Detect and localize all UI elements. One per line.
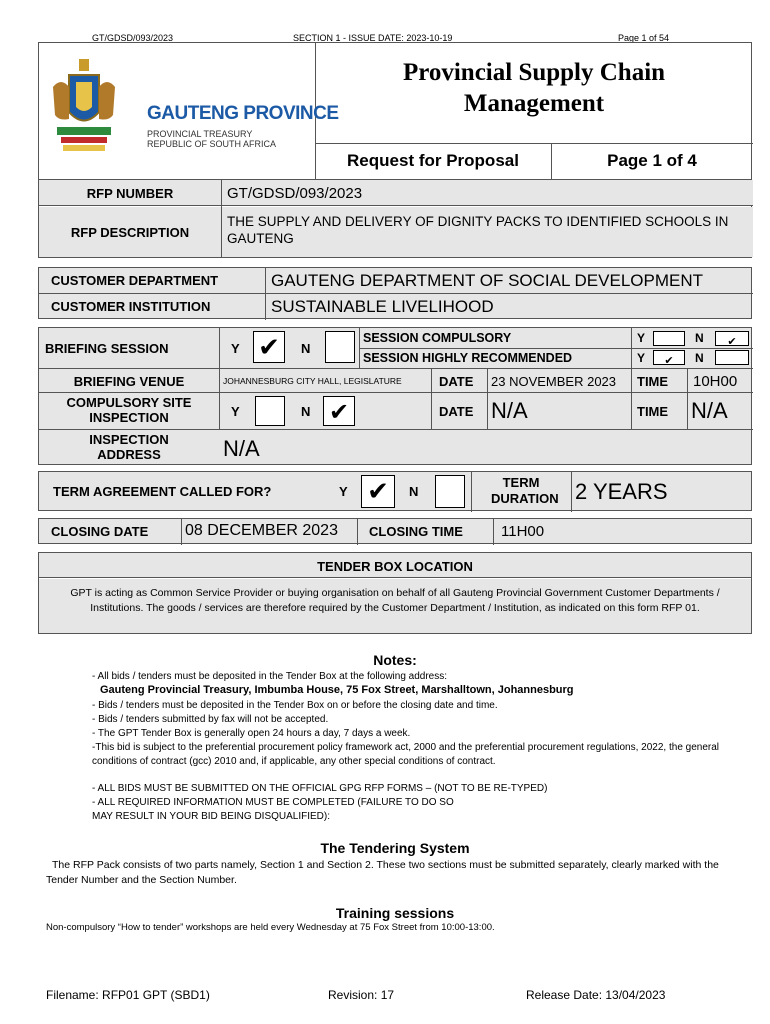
- briefing-y-label: Y: [231, 341, 240, 356]
- customer-block: [38, 267, 752, 319]
- briefing-venue-label: BRIEFING VENUE: [73, 374, 185, 389]
- tender-box-block: [38, 552, 752, 634]
- term-no-checkbox[interactable]: [435, 475, 465, 508]
- term-duration: 2 YEARS: [575, 479, 668, 504]
- recommended-n-label: N: [695, 351, 704, 365]
- recommended-y-label: Y: [637, 351, 646, 365]
- customer-institution: SUSTAINABLE LIVELIHOOD: [271, 297, 494, 316]
- notes-title: Notes:: [373, 652, 417, 668]
- footer-revision: Revision: 17: [328, 988, 395, 1002]
- inspection-address-label: INSPECTION ADDRESS: [89, 432, 169, 462]
- session-recommended-label: SESSION HIGHLY RECOMMENDED: [363, 351, 573, 365]
- check-icon: ✔: [328, 398, 350, 426]
- tendering-system-title: The Tendering System: [320, 840, 470, 856]
- session-compulsory-label: SESSION COMPULSORY: [363, 331, 512, 345]
- rfp-number: GT/GDSD/093/2023: [227, 185, 363, 202]
- term-y-label: Y: [339, 484, 348, 499]
- closing-date-label: CLOSING DATE: [51, 524, 149, 539]
- term-yes-checkbox[interactable]: [361, 475, 395, 508]
- note-line: -This bid is subject to the preferential procurement policy framework act, 2000 and the preferential procurement regulations, 2022, the general conditions of contract (gcc) 2010 and, if applicable, any other special conditions of contract.: [92, 742, 722, 767]
- closing-time-label: CLOSING TIME: [369, 524, 463, 539]
- closing-date: 08 DECEMBER 2023: [185, 522, 338, 539]
- rfp-block: [38, 180, 752, 258]
- site-time-label: TIME: [637, 404, 669, 419]
- rfp-description: THE SUPPLY AND DELIVERY OF DIGNITY PACKS TO IDENTIFIED SCHOOLS IN GAUTENG: [227, 214, 729, 246]
- closing-block: [38, 518, 752, 544]
- doc-reference: GT/GDSD/093/2023: [92, 33, 174, 43]
- logo-line1: PROVINCIAL TREASURY: [147, 129, 253, 139]
- check-icon: ✔: [664, 354, 674, 367]
- customer-institution-label: CUSTOMER INSTITUTION: [51, 299, 211, 314]
- logo-name: GAUTENG PROVINCE: [147, 103, 339, 124]
- note-line: - ALL REQUIRED INFORMATION MUST BE COMPLETED (FAILURE TO DO SO MAY RESULT IN YOUR BID BEING DISQUALIFIED):: [92, 797, 457, 822]
- site-no-checkbox[interactable]: [323, 396, 355, 426]
- compulsory-y-label: Y: [637, 331, 646, 345]
- briefing-yes-checkbox[interactable]: [253, 331, 285, 363]
- compulsory-yes-checkbox[interactable]: [653, 331, 685, 346]
- customer-department: GAUTENG DEPARTMENT OF SOCIAL DEVELOPMENT: [271, 271, 703, 290]
- term-duration-label: TERM DURATION: [491, 475, 559, 506]
- briefing-time-label: TIME: [637, 374, 669, 389]
- tendering-system-text: The RFP Pack consists of two parts namely, Section 1 and Section 2. These two sections must be submitted separately, clearly marked with the Tender Number and the Section Number.: [46, 859, 719, 886]
- customer-department-label: CUSTOMER DEPARTMENT: [51, 273, 219, 288]
- note-line: - Bids / tenders submitted by fax will not be accepted.: [92, 714, 329, 725]
- tender-box-address: Gauteng Provincial Treasury, Imbumba House, 75 Fox Street, Marshalltown, Johannesburg: [100, 684, 574, 696]
- logo-line2: REPUBLIC OF SOUTH AFRICA: [147, 139, 277, 149]
- form-page-number: Page 1 of 4: [607, 151, 697, 170]
- briefing-venue: JOHANNESBURG CITY HALL, LEGISLATURE: [223, 376, 402, 386]
- section-issue-date: SECTION 1 - ISSUE DATE: 2023-10-19: [293, 33, 453, 43]
- header-block: [38, 42, 752, 180]
- compulsory-n-label: N: [695, 331, 704, 345]
- footer-filename: Filename: RFP01 GPT (SBD1): [46, 988, 210, 1002]
- term-agreement-label: TERM AGREEMENT CALLED FOR?: [53, 484, 272, 499]
- tender-box-text: GPT is acting as Common Service Provider or buying organisation on behalf of all Gauteng Provincial Government Customer Departments / Institutions. The goods / services are therefore required by the Customer Department / Institution, as indicated on this form RFP 01.: [70, 587, 720, 614]
- note-line: - The GPT Tender Box is generally open 24 hours a day, 7 days a week.: [92, 728, 411, 739]
- site-time: N/A: [691, 398, 728, 423]
- site-inspection-label: COMPULSORY SITE INSPECTION: [66, 395, 192, 425]
- check-icon: ✔: [367, 477, 389, 507]
- briefing-no-checkbox[interactable]: [325, 331, 355, 363]
- site-n-label: N: [301, 404, 311, 419]
- tender-box-title: TENDER BOX LOCATION: [317, 559, 473, 574]
- footer-release-date: Release Date: 13/04/2023: [526, 988, 666, 1002]
- site-yes-checkbox[interactable]: [255, 396, 285, 426]
- briefing-n-label: N: [301, 341, 311, 356]
- page-count: Page 1 of 54: [618, 33, 670, 43]
- recommended-yes-checkbox[interactable]: [653, 350, 685, 365]
- briefing-date: 23 NOVEMBER 2023: [491, 374, 617, 389]
- note-line: - ALL BIDS MUST BE SUBMITTED ON THE OFFICIAL GPG RFP FORMS – (NOT TO BE RE-TYPED): [92, 783, 548, 794]
- training-sessions-text: Non-compulsory “How to tender” workshops are held every Wednesday at 75 Fox Street from 10:00-13:00.: [46, 922, 495, 933]
- compulsory-no-checkbox[interactable]: [715, 331, 749, 346]
- document-title: Provincial Supply Chain Management: [402, 59, 666, 117]
- briefing-date-label: DATE: [439, 374, 474, 389]
- term-n-label: N: [409, 484, 419, 499]
- note-line: - All bids / tenders must be deposited in the Tender Box at the following address:: [92, 671, 448, 682]
- rfp-number-label: RFP NUMBER: [86, 186, 174, 201]
- check-icon: ✔: [727, 335, 737, 348]
- note-line: - Bids / tenders must be deposited in the Tender Box on or before the closing date and time.: [92, 700, 498, 711]
- recommended-no-checkbox[interactable]: [715, 350, 749, 365]
- site-date: N/A: [491, 398, 528, 423]
- closing-time: 11H00: [501, 523, 545, 540]
- site-date-label: DATE: [439, 404, 474, 419]
- check-icon: ✔: [258, 333, 280, 363]
- briefing-session-label: BRIEFING SESSION: [45, 341, 169, 356]
- inspection-address: N/A: [223, 436, 260, 461]
- training-sessions-title: Training sessions: [335, 905, 455, 921]
- site-y-label: Y: [231, 404, 240, 419]
- rfp-description-label: RFP DESCRIPTION: [70, 225, 190, 240]
- briefing-block: [38, 327, 752, 465]
- term-block: [38, 471, 752, 511]
- briefing-time: 10H00: [693, 373, 738, 390]
- request-for-proposal: Request for Proposal: [347, 151, 519, 170]
- coat-of-arms-logo: [49, 57, 119, 157]
